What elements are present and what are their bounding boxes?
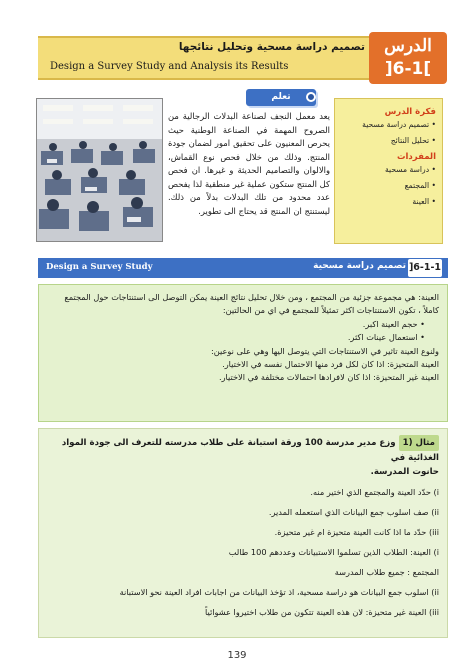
definition-bullet-larger-sample: • حجم العينة اكبر. xyxy=(47,318,439,331)
sidebar-vocab-heading: المفردات xyxy=(396,152,436,162)
definition-bullet-more-samples: • استعمال عينات اكثر. xyxy=(47,331,439,344)
lesson-word: الدرس xyxy=(384,36,432,56)
example-answer-1: i) العينة: الطلاب الذين تسلموا الاستبيانات وعددهم 100 طالب xyxy=(228,547,439,557)
definition-conclusions: كاملاً ، تكون الاستنتاجات اكثر تمثيلاً للمجتمع في اي من الحالتين: xyxy=(222,305,439,316)
factory-photo xyxy=(36,98,163,242)
definition-unbiased-sample: العينة غير المتحيزة: اذا كان لافرادها احتمالات مختلفة في الاختيار. xyxy=(218,372,439,383)
example-answer-1-population: المجتمع : جميع طلاب المدرسة xyxy=(334,567,439,577)
example-box xyxy=(38,428,448,638)
sidebar-vocab-item: • المجتمع xyxy=(341,181,436,190)
page-number: 139 xyxy=(227,650,247,661)
lesson-title-band xyxy=(38,36,371,80)
section-title-arabic: تصميم دراسة مسحية xyxy=(313,261,406,271)
learn-tab-dot xyxy=(306,92,316,102)
intro-paragraph: يعد معمل النجف لصناعة البدلات الرجالية من الصروح المهمة في الصناعة الوطنية حيث يحرص المعنيون على تحقيق امور لضمان جودة المنتج. وذلك من خلال فحص نوع القماش، والالوان والتصاميم الحديثة و غيرها. ان فحص كل المنتج ستكون عملية غير منطقية لذا يفحص عدد محدود من تلك البدلات بدلاً من ذلك. ليستنتج ان المنتج قد يحتاج الى تطوير. xyxy=(168,111,330,216)
learn-tab: تعلم xyxy=(246,89,316,106)
example-question-2: ii) صف اسلوب جمع البيانات الذي استعمله المدير. xyxy=(268,507,439,517)
definition-sample: العينة: هي مجموعة جزئية من المجتمع ، ومن خلال تحليل نتائج العينة يمكن التوصل الى استنتاجات حول المجتمع xyxy=(64,292,439,302)
sidebar-idea-item: • تصميم دراسة مسحية xyxy=(341,120,436,129)
definition-biased-sample: العينة المتحيزة: اذا كان لكل فرد منها الاحتمال نفسه في الاختيار. xyxy=(222,359,439,370)
example-label: مثال (1 xyxy=(399,435,439,451)
sidebar-idea-heading: فكرة الدرس xyxy=(384,107,436,117)
definition-sample-types: ولنوع العينة تاثير في الاستنتاجات التي يتوصل اليها وهي على نوعين: xyxy=(211,345,439,356)
example-answer-3: iii) العينة غير متحيزة: لان هذه العينة تتكون من طلاب اختيروا عشوائياً xyxy=(205,607,439,617)
section-title-english: Design a Survey Study xyxy=(46,262,153,272)
factory-photo-illustration xyxy=(37,99,163,242)
example-problem-text: وزع مدير مدرسة 100 ورقة استبانة على طلاب مدرسته للتعرف الى جودة المواد الغذائية في xyxy=(61,438,439,463)
sidebar-vocab-item: • دراسة مسحية xyxy=(341,165,436,174)
example-answer-2: ii) اسلوب جمع البيانات هو دراسة مسحية، اذ تؤخذ البيانات من اجابات افراد العينة نحو الاستبانة xyxy=(119,587,439,597)
lesson-title-arabic: تصميم دراسة مسحية وتحليل نتائجها xyxy=(178,41,365,53)
section-number: ]6-1-1 xyxy=(408,259,442,277)
lesson-title-english: Design a Survey Study and Analysis its Results xyxy=(50,61,289,72)
sidebar-idea-item: • تحليل النتائج xyxy=(341,136,436,145)
example-problem-continued: حانوت المدرسة. xyxy=(370,467,439,477)
section-header-bar xyxy=(38,258,448,278)
example-question-3: iii) حدّد ما اذا كانت العينة متحيزة ام غير متحيزة. xyxy=(274,527,439,537)
lesson-sidebar xyxy=(334,98,443,244)
example-question-1: i) حدّد العينة والمجتمع الذي اختير منه. xyxy=(310,487,439,497)
definitions-box xyxy=(38,284,448,422)
lesson-number: ]6-1[ xyxy=(384,59,432,79)
lesson-badge xyxy=(369,32,447,84)
sidebar-vocab-item: • العينة xyxy=(341,197,436,206)
example-problem xyxy=(47,435,439,465)
